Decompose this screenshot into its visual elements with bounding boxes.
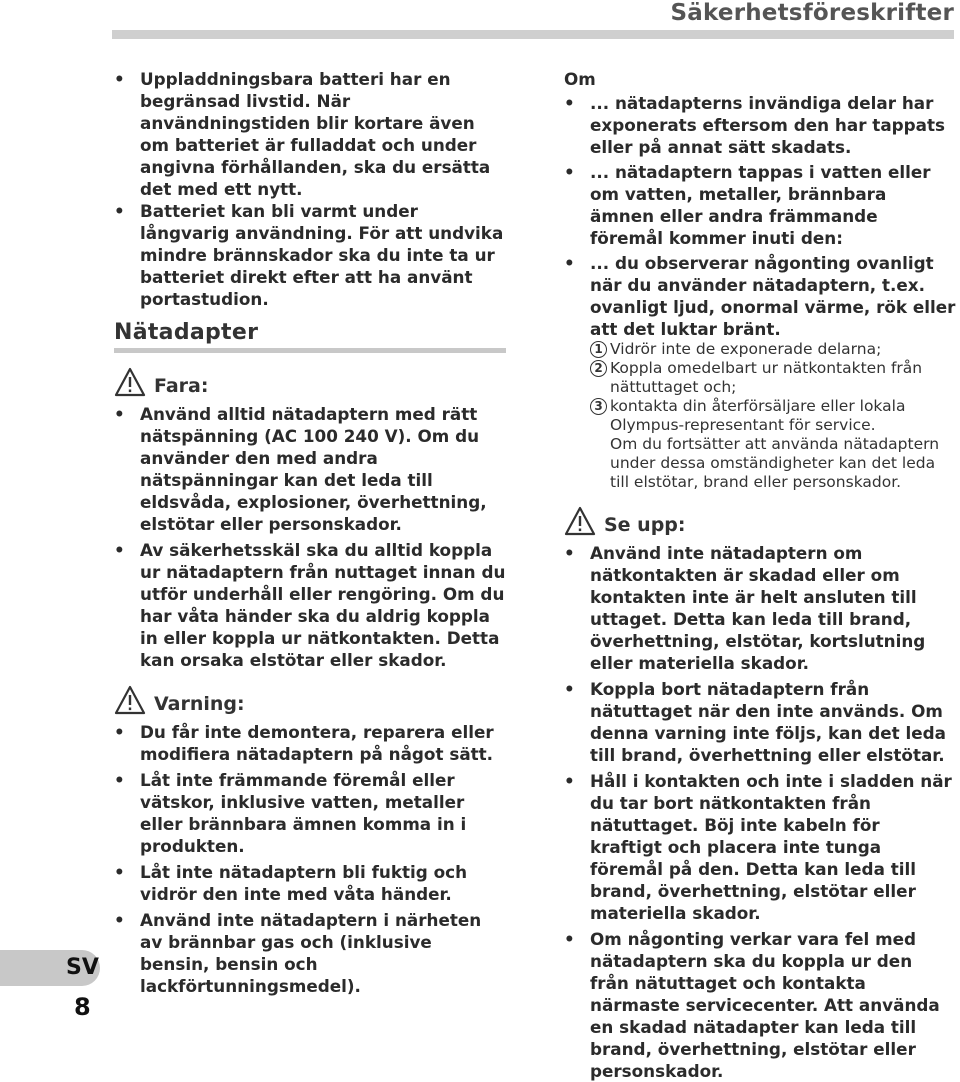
danger-heading xyxy=(114,367,506,397)
caution-list xyxy=(564,542,956,1082)
list-item: • Koppla bort nätadaptern från nätuttaget när den inte används. Om denna varning inte följs, kan det leda till brand, överhettning eller elstötar. xyxy=(564,678,956,766)
warning-heading xyxy=(114,685,506,715)
section-title: Nätadapter xyxy=(114,320,259,345)
section-rule xyxy=(114,348,506,353)
step-number: 3 xyxy=(590,398,607,415)
language-tab xyxy=(0,950,100,986)
steps-list xyxy=(590,340,956,435)
step-item: 2 Koppla omedelbart ur nätkontakten från nättuttaget och; xyxy=(590,359,956,397)
warning-label: Varning: xyxy=(154,693,245,715)
list-item: • Använd inte nätadaptern i närheten av brännbar gas och (inklusive bensin, bensin och lackförtunningsmedel). xyxy=(114,909,506,997)
warning-list xyxy=(114,721,506,997)
list-item: • ... nätadaptern tappas i vatten eller om vatten, metaller, brännbara ämnen eller andra främmande föremål kommer inuti den: xyxy=(564,161,956,249)
language-code: SV xyxy=(66,955,99,980)
list-item: • Låt inte främmande föremål eller vätskor, inklusive vatten, metaller eller brännbara ämnen komma in i produkten. xyxy=(114,769,506,857)
list-item: • Använd inte nätadaptern om nätkontakten är skadad eller om kontakten inte är helt ansluten till uttaget. Detta kan leda till brand, överhettning, elstötar, kortslutning eller materiella skador. xyxy=(564,542,956,674)
header-rule xyxy=(112,30,954,39)
list-item: • Av säkerhetsskäl ska du alltid koppla ur nätadaptern från nuttaget innan du utför underhåll eller rengöring. Om du har våta händer ska du aldrig koppla in eller koppla ur nätkontakten. Detta kan orsaka elstötar eller skador. xyxy=(114,539,506,671)
steps-note: Om du fortsätter att använda nätadaptern under dessa omständigheter kan det leda till elstötar, brand eller personskador. xyxy=(610,435,940,491)
step-item: 1 Vidrör inte de exponerade delarna; xyxy=(590,340,956,359)
if-list xyxy=(564,92,956,340)
left-column xyxy=(114,68,506,997)
danger-label: Fara: xyxy=(154,375,209,397)
list-item: • Batteriet kan bli varmt under långvarig användning. För att undvika mindre brännskador ska du inte ta ur batteriet direkt efter att ha använt portastudion. xyxy=(114,200,506,310)
warning-triangle-icon xyxy=(114,685,146,715)
intro-text: Om xyxy=(564,69,596,89)
right-column xyxy=(564,68,956,1082)
step-number: 1 xyxy=(590,341,607,358)
list-item: • Uppladdningsbara batteri har en begränsad livstid. När användningstiden blir kortare även om batteriet är fulladdat och under angivna förhållanden, ska du ersätta det med ett nytt. xyxy=(114,68,506,200)
step-item: 3 kontakta din återförsäljare eller lokala Olympus-representant för service. xyxy=(590,397,956,435)
warning-triangle-icon xyxy=(564,506,596,536)
list-item: • Låt inte nätadaptern bli fuktig och vidrör den inte med våta händer. xyxy=(114,861,506,905)
list-item: • ... du observerar någonting ovanligt när du använder nätadaptern, t.ex. ovanligt ljud, onormal värme, rök eller att det luktar bränt. xyxy=(564,252,956,340)
page-number: 8 xyxy=(74,993,91,1021)
list-item: • Håll i kontakten och inte i sladden när du tar bort nätkontakten från nätuttaget. Böj inte kabeln för kraftigt och placera inte tunga föremål på den. Detta kan leda till brand, överhettning, elstötar eller materiella skador. xyxy=(564,770,956,924)
list-item: • Använd alltid nätadaptern med rätt nätspänning (AC 100 240 V). Om du använder den med andra nätspänningar kan det leda till eldsvåda, explosioner, överhettning, elstötar eller personskador. xyxy=(114,403,506,535)
caution-label: Se upp: xyxy=(604,514,686,536)
battery-list xyxy=(114,68,506,310)
warning-triangle-icon xyxy=(114,367,146,397)
list-item: • Du får inte demontera, reparera eller modifiera nätadaptern på något sätt. xyxy=(114,721,506,765)
danger-list xyxy=(114,403,506,671)
caution-heading xyxy=(564,506,956,536)
header-title: Säkerhetsföreskrifter xyxy=(670,0,954,26)
step-number: 2 xyxy=(590,360,607,377)
list-item: • Om någonting verkar vara fel med nätadaptern ska du koppla ur den från nätuttaget och kontakta närmaste servicecenter. Att använda en skadad nätadapter kan leda till brand, överhettning, elstötar eller personskador. xyxy=(564,928,956,1082)
list-item: • ... nätadapterns invändiga delar har exponerats eftersom den har tappats eller på annat sätt skadats. xyxy=(564,92,956,158)
